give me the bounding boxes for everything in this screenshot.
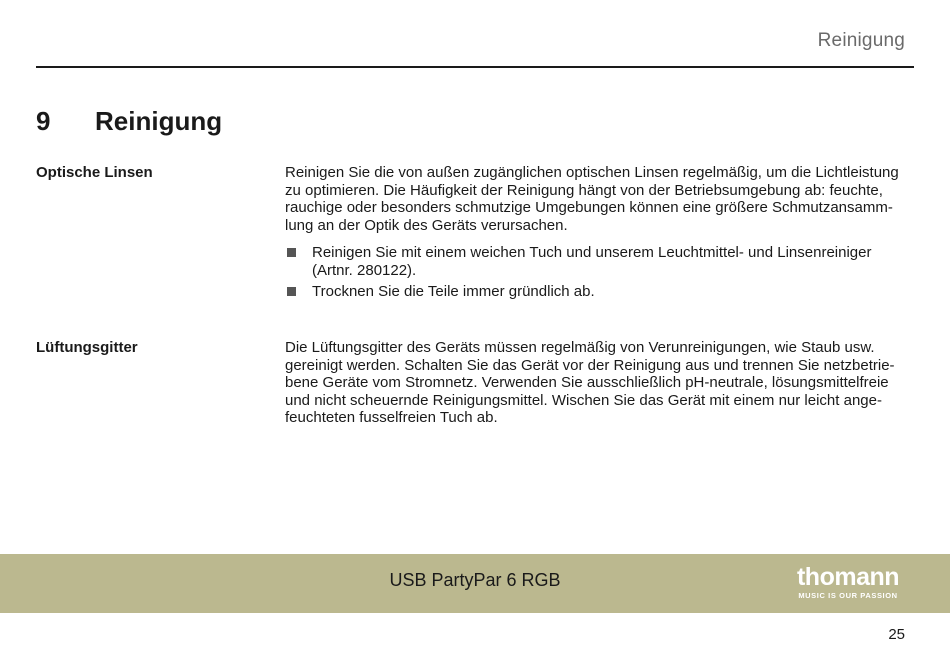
section-body-vents	[285, 339, 903, 427]
chapter-number: 9	[36, 106, 51, 136]
list-item-text: Trocknen Sie die Teile immer gründlich ab.	[312, 283, 595, 300]
section-label-vents: Lüftungsgitter	[36, 339, 138, 356]
header-rule	[36, 66, 914, 68]
section-paragraph: Die Lüftungsgitter des Geräts müssen regelmäßig von Verunreinigungen, wie Staub usw. gereinigt werden. Schalten Sie das Gerät vor der Reinigung aus und trennen Sie netzbetriebene Geräte vom Stromnetz. Verwenden Sie ausschließlich pH-neutrale, lösungsmittelfreie und nicht scheuernde Reinigungsmittel. Wischen Sie das Gerät mit einem nur leicht angefeuchteten fusselfreien Tuch ab.	[285, 339, 895, 426]
section-label-optics: Optische Linsen	[36, 164, 153, 181]
bullet-list	[285, 244, 903, 301]
page-number: 25	[888, 626, 905, 643]
footer-band	[0, 554, 950, 613]
logo-wordmark: thomann	[796, 563, 900, 591]
chapter-heading	[36, 106, 222, 137]
square-bullet-icon	[287, 287, 296, 296]
logo-tagline: MUSIC IS OUR PASSION	[798, 591, 898, 600]
section-body-optics	[285, 164, 903, 305]
list-item	[285, 283, 903, 301]
running-header: Reinigung	[817, 30, 905, 51]
thomann-logo	[790, 565, 906, 600]
square-bullet-icon	[287, 248, 296, 257]
footer-product-name: USB PartyPar 6 RGB	[389, 570, 561, 590]
list-item-text: Reinigen Sie mit einem weichen Tuch und unserem Leuchtmittel- und Linsenreiniger (Artnr. 280122).	[312, 244, 872, 279]
chapter-title: Reinigung	[95, 106, 223, 136]
list-item	[285, 244, 903, 279]
section-paragraph: Reinigen Sie die von außen zugänglichen optischen Linsen regelmäßig, um die Lichtleistung zu optimieren. Die Häufigkeit der Reinigung hängt von der Betriebsumgebung ab: feuchte, rauchige oder besonders schmutzige Umgebungen können eine größere Schmutzansammlung an der Optik des Geräts verursachen.	[285, 164, 899, 234]
